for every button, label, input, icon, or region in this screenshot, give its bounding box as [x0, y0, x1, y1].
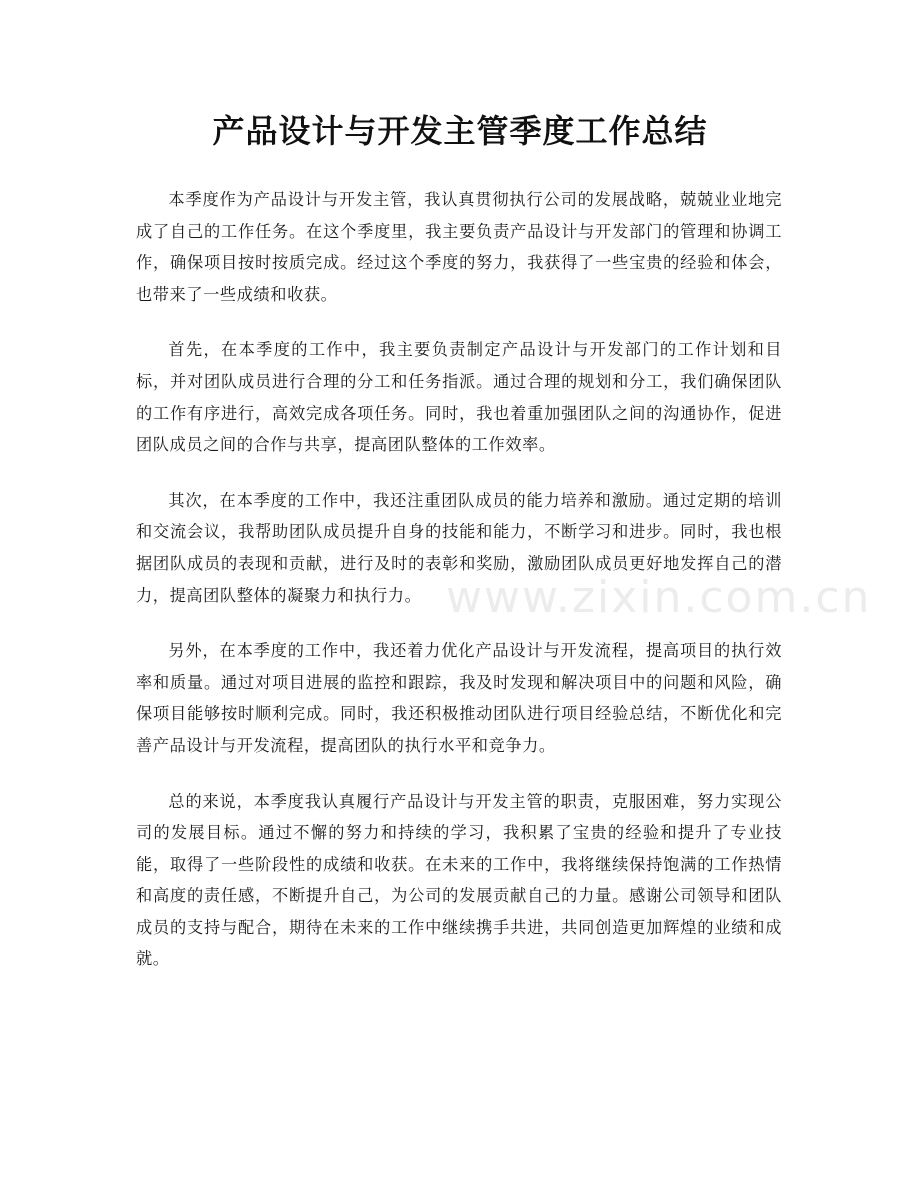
- paragraph-1: 本季度作为产品设计与开发主管，我认真贯彻执行公司的发展战略，兢兢业业地完成了自己的工作任务。在这个季度里，我主要负责产品设计与开发部门的管理和协调工作，确保项目按时按质完成。经过这个季度的努力，我获得了一些宝贵的经验和体会，也带来了一些成绩和收获。: [136, 190, 782, 304]
- watermark: www.zixin.com.cn: [446, 572, 872, 623]
- document-title: 产品设计与开发主管季度工作总结: [212, 112, 708, 150]
- paragraph-2: 首先，在本季度的工作中，我主要负责制定产品设计与开发部门的工作计划和目标，并对团队成员进行合理的分工和任务指派。通过合理的规划和分工，我们确保团队的工作有序进行，高效完成各项任务。同时，我也着重加强团队之间的沟通协作，促进团队成员之间的合作与共享，提高团队整体的工作效率。: [136, 340, 782, 455]
- paragraph-5: 总的来说，本季度我认真履行产品设计与开发主管的职责，克服困难，努力实现公司的发展目标。通过不懈的努力和持续的学习，我积累了宝贵的经验和提升了专业技能，取得了一些阶段性的成绩和收获。在未来的工作中，我将继续保持饱满的工作热情和高度的责任感，不断提升自己，为公司的发展贡献自己的力量。感谢公司领导和团队成员的支持与配合，期待在未来的工作中继续携手共进，共同创造更加辉煌的业绩和成就。: [136, 791, 782, 969]
- document-body: [136, 184, 782, 999]
- paragraph-3: 其次，在本季度的工作中，我还注重团队成员的能力培养和激励。通过定期的培训和交流会议，我帮助团队成员提升自身的技能和能力，不断学习和进步。同时，我也根据团队成员的表现和贡献，进行及时的表彰和奖励，激励团队成员更好地发挥自己的潜力，提高团队整体的凝聚力和执行力。: [136, 490, 782, 605]
- paragraph-4: 另外，在本季度的工作中，我还着力优化产品设计与开发流程，提高项目的执行效率和质量。通过对项目进展的监控和跟踪，我及时发现和解决项目中的问题和风险，确保项目能够按时顺利完成。同时，我还积极推动团队进行项目经验总结，不断优化和完善产品设计与开发流程，提高团队的执行水平和竞争力。: [136, 641, 782, 755]
